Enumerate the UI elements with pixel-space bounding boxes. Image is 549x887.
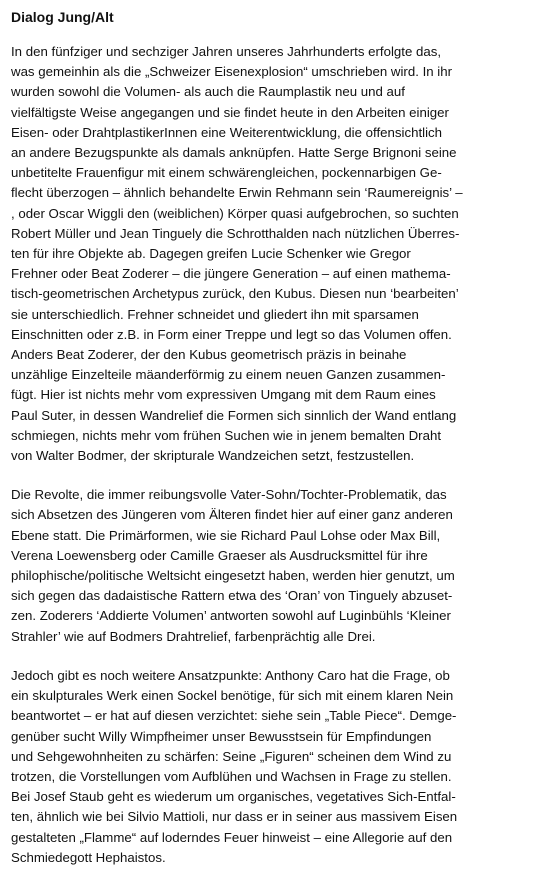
- paragraph-3: [11, 666, 541, 868]
- text-line: und Sehgewohnheiten zu schärfen: Seine „Figuren“ scheinen dem Wind zu: [11, 748, 452, 764]
- page-title: Dialog Jung/Alt: [11, 9, 114, 25]
- text-line: Bei Josef Staub geht es wiederum um organisches, vegetatives Sich-Entfal-: [11, 789, 456, 805]
- text-line: Verena Loewensberg oder Camille Graeser als Ausdrucksmittel für ihre: [11, 547, 428, 563]
- text-line: Frehner oder Beat Zoderer – die jüngere Generation – auf einen mathema-: [11, 266, 451, 282]
- text-line: Ebene statt. Die Primärformen, wie sie Richard Paul Lohse oder Max Bill,: [11, 527, 441, 543]
- text-line: beantwortet – er hat auf diesen verzichtet: siehe sein „Table Piece“. Demge-: [11, 708, 457, 724]
- text-line: Jedoch gibt es noch weitere Ansatzpunkte: Anthony Caro hat die Frage, ob: [11, 667, 450, 683]
- text-line: sich gegen das dadaistische Rattern etwa des ‘Oran’ von Tinguely abzuset-: [11, 588, 453, 604]
- paragraph-2: [11, 485, 541, 647]
- text-line: ein skulpturales Werk einen Sockel benötige, für sich mit einem klaren Nein: [11, 688, 454, 704]
- text-line: zen. Zoderers ‘Addierte Volumen’ antworten sowohl auf Luginbühls ‘Kleiner: [11, 608, 451, 624]
- text-line: unbetitelte Frauenfigur mit einem schwärengleichen, pockennarbigen Ge-: [11, 165, 442, 181]
- text-line: Robert Müller und Jean Tinguely die Schrotthalden nach nützlichen Überres-: [11, 225, 460, 241]
- text-line: an andere Bezugspunkte als damals anknüpfen. Hatte Serge Brignoni seine: [11, 145, 457, 161]
- text-line: Die Revolte, die immer reibungsvolle Vater-Sohn/Tochter-Problematik, das: [11, 487, 447, 503]
- body-text: [11, 42, 541, 868]
- text-line: , oder Oscar Wiggli den (weiblichen) Körper quasi aufgebrochen, so suchten: [11, 205, 459, 221]
- text-line: was gemeinhin als die „Schweizer Eisenexplosion“ umschrieben wird. In ihr: [11, 64, 453, 80]
- text-line: schmiegen, nichts mehr vom frühen Suchen wie in jenem bemalten Draht: [11, 427, 441, 443]
- text-line: gestalteten „Flamme“ auf loderndes Feuer hinweist – eine Allegorie auf den: [11, 829, 453, 845]
- text-line: philophische/politische Weltsicht eingesetzt haben, werden hier genutzt, um: [11, 568, 455, 584]
- text-line: vielfältigste Weise angegangen und sie findet heute in den Arbeiten einiger: [11, 104, 449, 120]
- text-line: genüber sucht Willy Wimpfheimer unser Bewusstsein für Empfindungen: [11, 728, 432, 744]
- text-line: fügt. Hier ist nichts mehr vom expressiven Umgang mit dem Raum eines: [11, 387, 436, 403]
- text-line: Schmiedegott Hephaistos.: [11, 849, 166, 865]
- text-line: ten, ähnlich wie bei Silvio Mattioli, nur dass er in seiner aus massivem Eisen: [11, 809, 458, 825]
- text-line: wurden sowohl die Volumen- als auch die Raumplastik neu und auf: [11, 84, 405, 100]
- text-line: Einschnitten oder z.B. in Form einer Treppe und legt so das Volumen offen.: [11, 326, 452, 342]
- text-line: Eisen- oder DrahtplastikerInnen eine Weiterentwicklung, die offensichtlich: [11, 124, 443, 140]
- text-line: Strahler’ wie auf Bodmers Drahtrelief, farbenprächtig alle Drei.: [11, 628, 376, 644]
- document-page: [11, 8, 541, 887]
- text-line: Paul Suter, in dessen Wandrelief die Formen sich sinnlich der Wand entlang: [11, 407, 457, 423]
- text-line: trotzen, die Vorstellungen vom Aufblühen und Wachsen in Frage zu stellen.: [11, 768, 452, 784]
- text-line: Anders Beat Zoderer, der den Kubus geometrisch präzis in beinahe: [11, 347, 407, 363]
- paragraph-1: [11, 42, 541, 466]
- text-line: unzählige Einzelteile mäanderförmig zu einem neuen Ganzen zusammen-: [11, 367, 446, 383]
- text-line: ten für ihre Objekte ab. Dagegen greifen Lucie Schenker wie Gregor: [11, 246, 411, 262]
- text-line: In den fünfziger und sechziger Jahren unseres Jahrhunderts erfolgte das,: [11, 44, 442, 59]
- text-line: flecht überzogen – ähnlich behandelte Erwin Rehmann sein ‘Raumereignis’ –: [11, 185, 463, 201]
- text-line: sich Absetzen des Jüngeren vom Älteren findet hier auf einer ganz anderen: [11, 507, 453, 523]
- text-line: von Walter Bodmer, der skripturale Wandzeichen setzt, festzustellen.: [11, 448, 415, 464]
- text-line: tisch-geometrischen Archetypus zurück, den Kubus. Diesen nun ‘bearbeiten’: [11, 286, 459, 302]
- text-line: sie unterschiedlich. Frehner schneidet und gliedert ihn mit sparsamen: [11, 306, 419, 322]
